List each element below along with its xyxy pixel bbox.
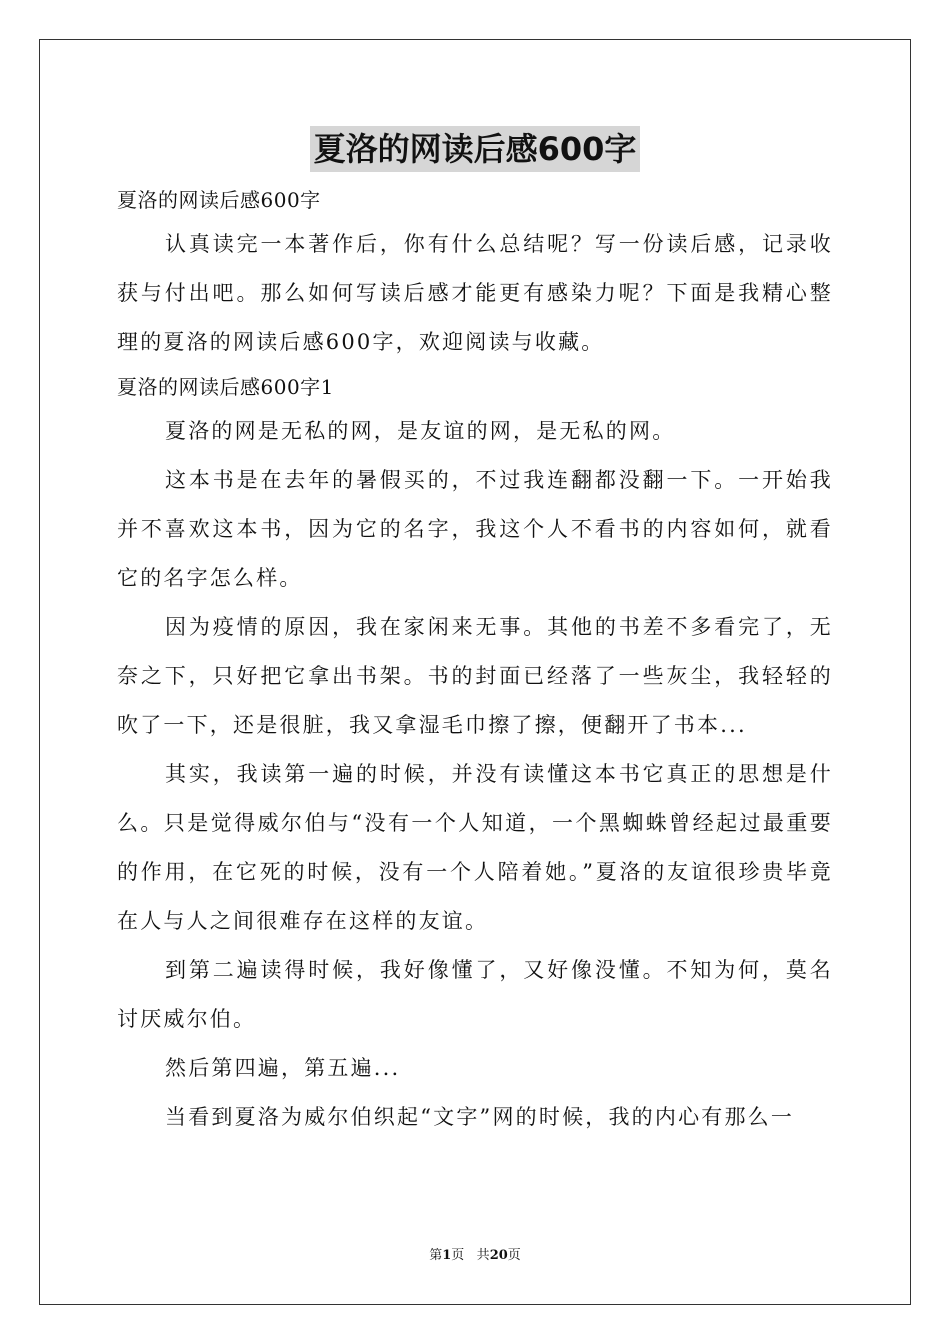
document-subtitle: 夏洛的网读后感600字 (117, 188, 321, 212)
total-page-count: 20 (489, 1248, 508, 1263)
document-title: 夏洛的网读后感600字 (310, 126, 641, 172)
body-paragraph: 然后第四遍，第五遍... (165, 1056, 401, 1080)
title-container (0, 126, 950, 172)
document-body (117, 180, 833, 1142)
footer-total-prefix: 共 (476, 1248, 490, 1263)
current-page-number: 1 (442, 1248, 452, 1263)
footer-total-suffix: 页 (507, 1248, 521, 1263)
body-paragraph: 当看到夏洛为威尔伯织起“文字”网的时候，我的内心有那么一 (165, 1105, 795, 1129)
body-paragraph: 夏洛的网是无私的网，是友谊的网，是无私的网。 (165, 419, 676, 443)
body-paragraph: 这本书是在去年的暑假买的，不过我连翻都没翻一下。一开始我并不喜欢这本书，因为它的名字，我这个人不看书的内容如何，就看它的名字怎么样。 (117, 468, 833, 590)
body-paragraph: 因为疫情的原因，我在家闲来无事。其他的书差不多看完了，无奈之下，只好把它拿出书架。书的封面已经落了一些灰尘，我轻轻的吹了一下，还是很脏，我又拿湿毛巾擦了擦，便翻开了书本... (117, 615, 833, 737)
body-paragraph: 其实，我读第一遍的时候，并没有读懂这本书它真正的思想是什么。只是觉得威尔伯与“没有一个人知道，一个黑蜘蛛曾经起过最重要的作用，在它死的时候，没有一个人陪着她。”夏洛的友谊很珍贵毕竟在人与人之间很难存在这样的友谊。 (117, 762, 833, 933)
footer-prefix: 第 (429, 1248, 443, 1263)
body-paragraph: 到第二遍读得时候，我好像懂了，又好像没懂。不知为何，莫名讨厌威尔伯。 (117, 958, 833, 1031)
page-footer (0, 1246, 950, 1266)
footer-page-suffix: 页 (451, 1248, 465, 1263)
section-heading: 夏洛的网读后感600字1 (117, 375, 334, 399)
intro-paragraph: 认真读完一本著作后，你有什么总结呢？写一份读后感，记录收获与付出吧。那么如何写读后感才能更有感染力呢？下面是我精心整理的夏洛的网读后感600字，欢迎阅读与收藏。 (117, 232, 833, 354)
